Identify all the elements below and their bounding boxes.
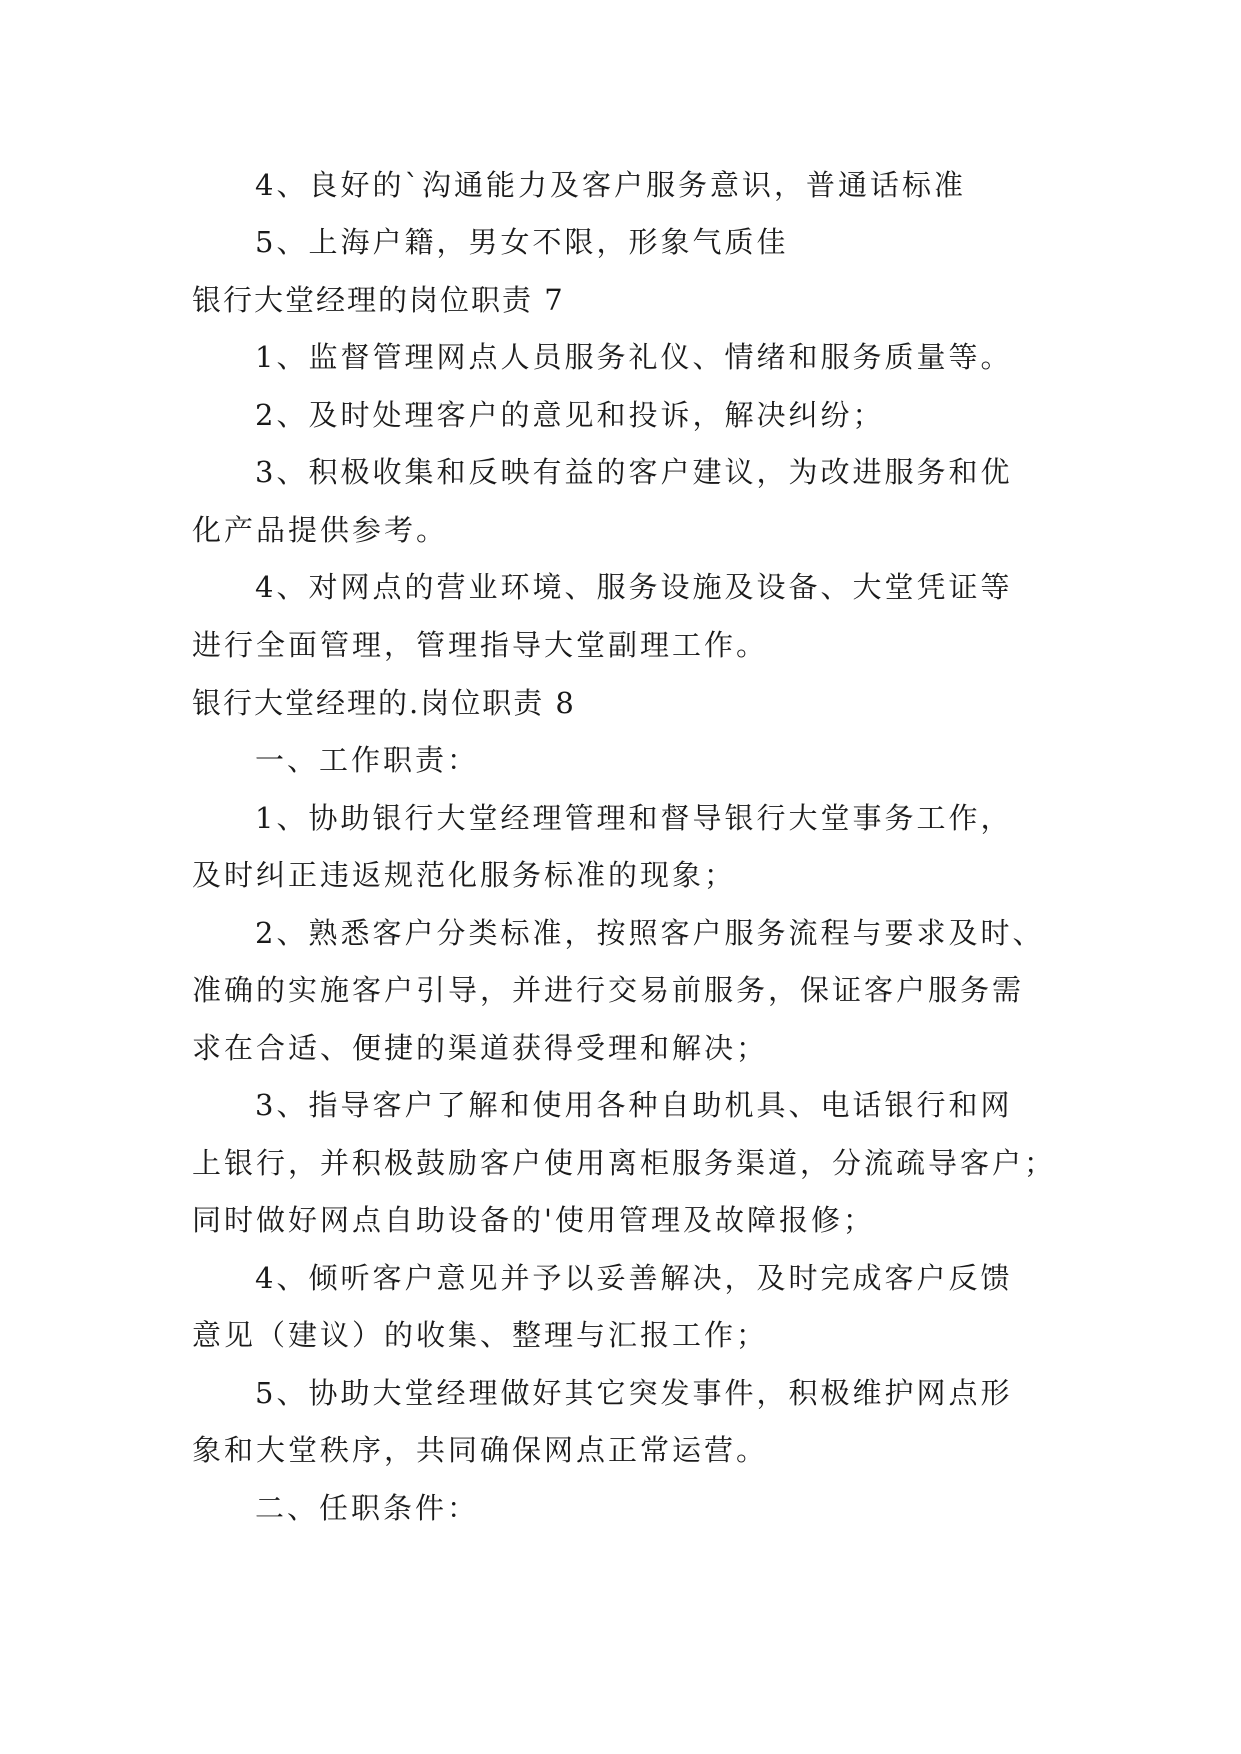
paragraph-line: 象和大堂秩序，共同确保网点正常运营。 (192, 1433, 769, 1467)
paragraph-line: 2、熟悉客户分类标准，按照客户服务流程与要求及时、 (255, 916, 1045, 950)
paragraph-line: 3、积极收集和反映有益的客户建议，为改进服务和优 (255, 455, 1013, 489)
paragraph-line: 同时做好网点自助设备的'使用管理及故障报修； (192, 1203, 875, 1237)
paragraph-line: 4、对网点的营业环境、服务设施及设备、大堂凭证等 (255, 570, 1013, 604)
paragraph-line: 4、倾听客户意见并予以妥善解决，及时完成客户反馈 (255, 1261, 1013, 1295)
paragraph-line: 3、指导客户了解和使用各种自助机具、电话银行和网 (255, 1088, 1013, 1122)
paragraph-line: 4、良好的`沟通能力及客户服务意识，普通话标准 (255, 168, 966, 202)
paragraph-line: 及时纠正违返规范化服务标准的现象； (192, 858, 737, 892)
paragraph-line: 5、上海户籍，男女不限，形象气质佳 (255, 225, 789, 259)
subsection-heading: 一、工作职责： (255, 743, 480, 777)
paragraph-line: 意见（建议）的收集、整理与汇报工作； (192, 1318, 769, 1352)
section-heading: 银行大堂经理的.岗位职责 8 (192, 686, 576, 720)
paragraph-line: 1、协助银行大堂经理管理和督导银行大堂事务工作， (255, 801, 1013, 835)
paragraph-line: 求在合适、便捷的渠道获得受理和解决； (192, 1031, 769, 1065)
paragraph-line: 准确的实施客户引导，并进行交易前服务，保证客户服务需 (192, 973, 1025, 1007)
paragraph-line: 化产品提供参考。 (192, 513, 449, 547)
paragraph-line: 进行全面管理，管理指导大堂副理工作。 (192, 628, 769, 662)
paragraph-line: 2、及时处理客户的意见和投诉，解决纠纷； (255, 398, 885, 432)
paragraph-line: 5、协助大堂经理做好其它突发事件，积极维护网点形 (255, 1376, 1013, 1410)
subsection-heading: 二、任职条件： (255, 1491, 480, 1525)
paragraph-line: 上银行，并积极鼓励客户使用离柜服务渠道，分流疏导客户； (192, 1146, 1057, 1180)
paragraph-line: 1、监督管理网点人员服务礼仪、情绪和服务质量等。 (255, 340, 1013, 374)
section-heading: 银行大堂经理的岗位职责 7 (192, 283, 565, 317)
